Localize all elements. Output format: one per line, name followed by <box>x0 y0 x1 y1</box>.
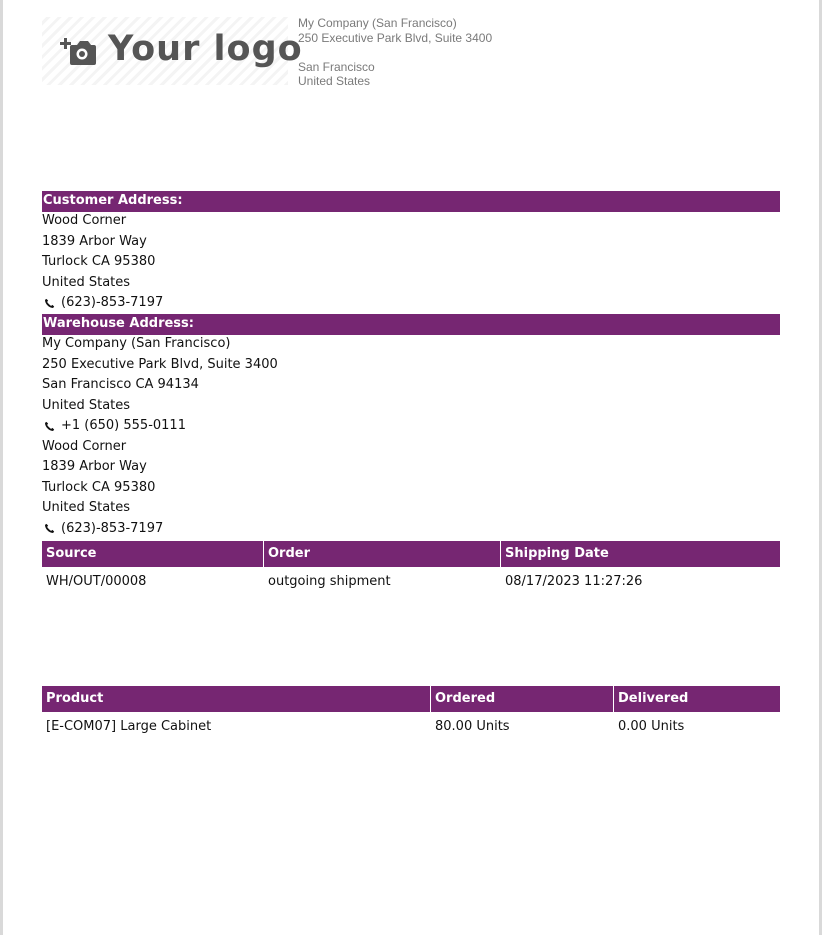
report-page <box>3 0 819 935</box>
phone-icon <box>44 523 55 534</box>
table-row <box>42 567 780 597</box>
table-row <box>42 712 780 742</box>
company-name: My Company (San Francisco) <box>298 16 457 30</box>
customer-name: Wood Corner <box>42 213 127 228</box>
warehouse-phone-number: +1 (650) 555-0111 <box>61 418 186 433</box>
camera-plus-icon <box>60 34 96 68</box>
delivery-phone-number: (623)-853-7197 <box>61 520 164 536</box>
column-header-order: Order <box>264 541 501 567</box>
customer-phone <box>42 293 163 314</box>
customer-country: United States <box>42 274 131 290</box>
company-country: United States <box>298 74 371 88</box>
company-city: San Francisco <box>298 59 375 74</box>
column-header-product: Product <box>42 686 431 712</box>
warehouse-country: United States <box>42 397 131 413</box>
delivery-name: Wood Corner <box>42 438 127 454</box>
delivered-cell: 0.00 Units <box>618 719 685 734</box>
column-header-shipping-date: Shipping Date <box>505 546 609 561</box>
warehouse-city: San Francisco CA 94134 <box>42 377 199 392</box>
column-header-ordered: Ordered <box>431 686 614 712</box>
company-street: 250 Executive Park Blvd, Suite 3400 <box>298 30 493 45</box>
warehouse-address-title: Warehouse Address: <box>42 314 780 335</box>
source-cell: WH/OUT/00008 <box>46 574 147 589</box>
delivery-street: 1839 Arbor Way <box>42 459 147 474</box>
phone-icon <box>44 421 55 432</box>
company-spacer <box>298 45 492 60</box>
customer-address <box>42 211 163 314</box>
delivery-city: Turlock CA 95380 <box>42 479 156 495</box>
customer-street: 1839 Arbor Way <box>42 233 147 249</box>
warehouse-phone <box>42 416 278 437</box>
product-cell: [E-COM07] Large Cabinet <box>46 719 212 734</box>
column-header-delivered: Delivered <box>618 691 689 706</box>
company-logo <box>42 17 303 85</box>
table-header <box>42 686 780 712</box>
customer-address-title: Customer Address: <box>42 191 780 212</box>
order-cell: outgoing shipment <box>268 574 391 589</box>
warehouse-street: 250 Executive Park Blvd, Suite 3400 <box>42 356 278 372</box>
delivery-country: United States <box>42 500 131 515</box>
ordered-cell: 80.00 Units <box>435 719 510 734</box>
logo-text: Your logo <box>108 29 303 69</box>
shipping-date-cell: 08/17/2023 11:27:26 <box>505 574 643 589</box>
company-address <box>298 16 492 89</box>
shipment-info-table <box>42 541 780 597</box>
customer-phone-number: (623)-853-7197 <box>61 295 164 310</box>
table-header <box>42 541 780 567</box>
warehouse-name: My Company (San Francisco) <box>42 336 231 351</box>
customer-city: Turlock CA 95380 <box>42 254 156 269</box>
warehouse-address <box>42 334 278 539</box>
delivery-phone <box>42 519 278 540</box>
product-table <box>42 686 780 742</box>
phone-icon <box>44 298 55 309</box>
column-header-source: Source <box>42 541 264 567</box>
